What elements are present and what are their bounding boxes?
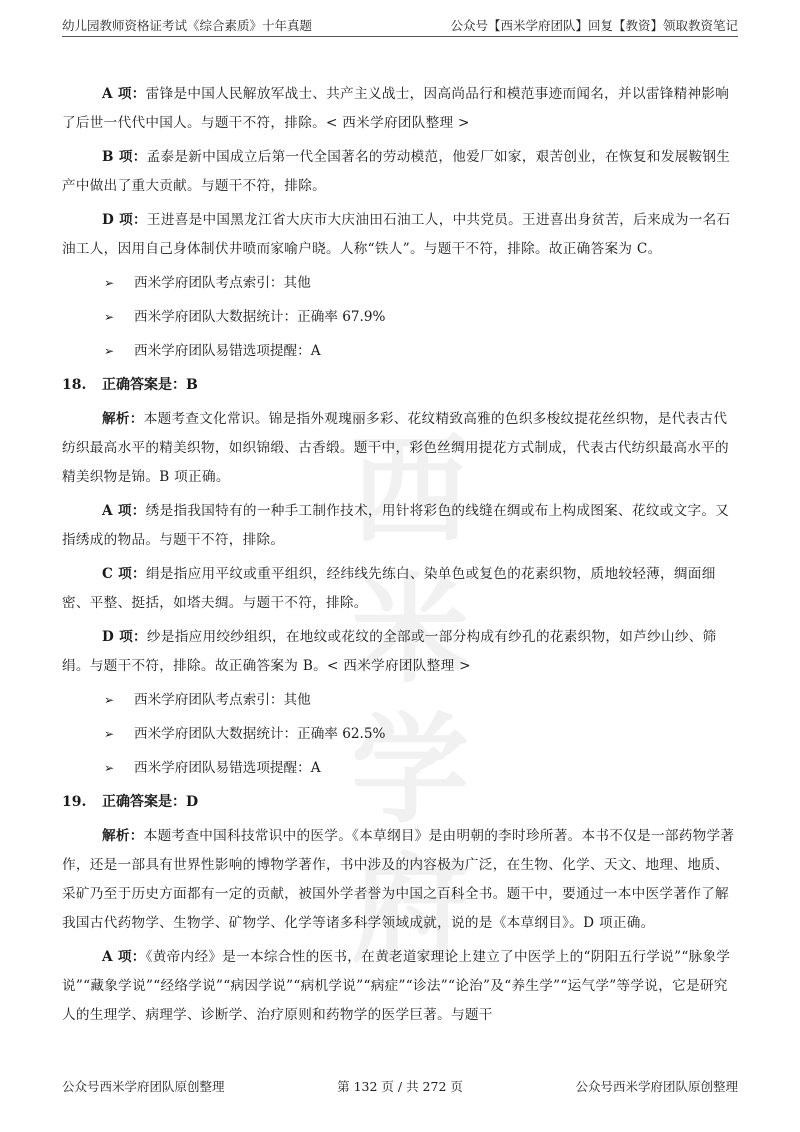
q19-option-a <box>62 943 738 1030</box>
paragraph-text: 王进喜是中国黑龙江省大庆市大庆油田石油工人，中共党员。王进喜出身贫苦，后来成为一名石油工人，因用自己身体制伏井喷而家喻户晓。人称“铁人”。与题干不符，排除。故正确答案为 C。 <box>62 212 731 257</box>
q19-analysis <box>62 822 738 938</box>
arrowhead-icon: ➢ <box>104 310 115 324</box>
header-right-note: 公众号【西米学府团队】回复【教资】领取教资笔记 <box>450 18 738 33</box>
paragraph-label: 解析： <box>102 828 144 844</box>
footer-left: 公众号西米学府团队原创整理 <box>62 1079 225 1094</box>
paragraph-label: A 项： <box>102 503 146 519</box>
paragraph-text: 本题考查中国科技常识中的医学。《本草纲目》是由明朝的李时珍所著。本书不仅是一部药物学著作，还是一部具有世界性影响的博物学著作，书中涉及的内容极为广泛，在生物、化学、天文、地理、地质、采矿乃至于历史方面都有一定的贡献，被国外学者誉为中国之百科全书。题干中，要通过一本中医学著作了解我国古代药物学、生物学、矿物学、化学等诸多科学领域成就，说的是《本草纲目》。D 项正确。 <box>62 828 735 931</box>
paragraph-label: A 项： <box>102 949 146 965</box>
bullet-text: 西米学府团队易错选项提醒：A <box>134 760 321 776</box>
arrowhead-icon: ➢ <box>104 761 115 775</box>
q18-option-c <box>62 560 738 618</box>
bullet-text: 西米学府团队大数据统计：正确率 62.5% <box>134 726 386 742</box>
question-number: 18. <box>62 377 87 393</box>
bullet-item <box>62 754 738 783</box>
paragraph-label: C 项： <box>102 566 146 582</box>
option-b-explanation <box>62 143 738 201</box>
watermark-line-1: 西米 <box>350 421 469 699</box>
option-a-explanation <box>62 80 738 138</box>
bullet-item <box>62 269 738 298</box>
paragraph-text: 《黄帝内经》是一本综合性的医书，在黄老道家理论上建立了中医学上的“阴阳五行学说”“脉象学说”“藏象学说”“经络学说”“病因学说”“病机学说”“病症”“诊法”“论治”及“养生学”“运气学”等学说，它是研究人的生理学、病理学、诊断学、治疗原则和药物学的医学巨著。与题干 <box>62 949 731 1023</box>
bullet-text: 西米学府团队易错选项提醒：A <box>134 343 321 359</box>
footer-right: 公众号西米学府团队原创整理 <box>575 1079 738 1094</box>
arrowhead-icon: ➢ <box>104 693 115 707</box>
bullet-item <box>62 720 738 749</box>
bullet-text: 西米学府团队大数据统计：正确率 67.9% <box>134 309 386 325</box>
paragraph-label: 解析： <box>102 411 144 427</box>
question-number: 19. <box>62 794 87 810</box>
option-d-explanation <box>62 206 738 264</box>
paragraph-label: D 项： <box>102 629 147 645</box>
page-header <box>62 14 738 37</box>
watermark-line-2: 学府 <box>350 701 469 979</box>
answer-text: 正确答案是：D <box>102 794 199 810</box>
page-number: 第 132 页 / 共 272 页 <box>337 1079 463 1094</box>
bullet-text: 西米学府团队考点索引：其他 <box>134 692 311 708</box>
q18-option-d <box>62 623 738 681</box>
page-content <box>62 80 738 1035</box>
question-18-answer <box>62 371 738 400</box>
arrowhead-icon: ➢ <box>104 344 115 358</box>
page-footer <box>62 1075 738 1097</box>
paragraph-text: 纱是指应用绞纱组织，在地纹或花纹的全部或一部分构成有纱孔的花素织物，如芦纱山纱、筛绢。与题干不符，排除。故正确答案为 B。< 西米学府团队整理 > <box>62 629 717 674</box>
q18-option-a <box>62 497 738 555</box>
bullet-item <box>62 337 738 366</box>
paragraph-label: D 项： <box>102 212 147 228</box>
header-left-title: 幼儿园教师资格证考试《综合素质》十年真题 <box>62 18 313 33</box>
question-19-answer <box>62 788 738 817</box>
bullet-text: 西米学府团队考点索引：其他 <box>134 275 311 291</box>
paragraph-text: 绣是指我国特有的一种手工制作技术，用针将彩色的线缝在绸或布上构成图案、花纹或文字。又指绣成的物品。与题干不符，排除。 <box>62 503 730 548</box>
bullet-item <box>62 303 738 332</box>
arrowhead-icon: ➢ <box>104 276 115 290</box>
paragraph-text: 孟泰是新中国成立后第一代全国著名的劳动模范，他爱厂如家，艰苦创业，在恢复和发展鞍钢生产中做出了重大贡献。与题干不符，排除。 <box>62 149 731 194</box>
paragraph-text: 绢是指应用平纹或重平组织，经纬线先练白、染单色或复色的花素织物，质地较轻薄，绸面细密、平整、挺括，如塔夫绸。与题干不符，排除。 <box>62 566 716 611</box>
arrowhead-icon: ➢ <box>104 727 115 741</box>
paragraph-label: B 项： <box>102 149 147 165</box>
paragraph-text: 雷锋是中国人民解放军战士、共产主义战士，因高尚品行和模范事迹而闻名，并以雷锋精神影响了后世一代代中国人。与题干不符，排除。< 西米学府团队整理 > <box>62 86 730 131</box>
paragraph-label: A 项： <box>102 86 146 102</box>
paragraph-text: 本题考查文化常识。锦是指外观瑰丽多彩、花纹精致高雅的色织多梭纹提花丝织物，是代表古代纺织最高水平的精美织物，如织锦缎、古香缎。题干中，彩色丝绸用提花方式制成，代表古代纺织最高水平的精美织物是锦。B 项正确。 <box>62 411 729 485</box>
answer-text: 正确答案是：B <box>102 377 198 393</box>
q18-analysis <box>62 405 738 492</box>
bullet-item <box>62 686 738 715</box>
